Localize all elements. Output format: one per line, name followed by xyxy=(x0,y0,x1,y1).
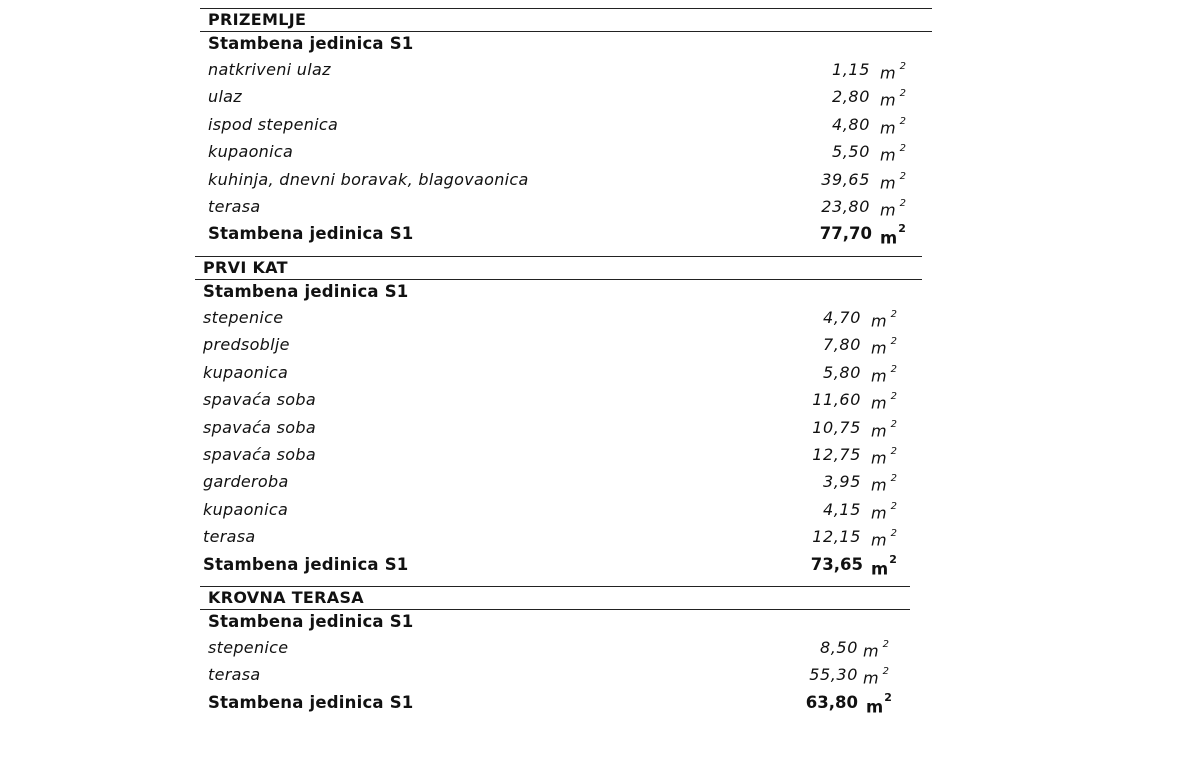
list-item xyxy=(195,331,922,358)
area-unit-exponent: 2 xyxy=(890,473,897,485)
area-unit xyxy=(871,386,897,416)
area-unit-exponent: 2 xyxy=(882,666,889,678)
area-unit xyxy=(880,166,906,196)
area-unit xyxy=(871,468,897,498)
area-unit xyxy=(871,359,897,389)
list-item xyxy=(195,523,922,550)
room-label: kupaonica xyxy=(208,142,294,162)
area-unit-base: m xyxy=(880,172,896,192)
area-unit-base: m xyxy=(871,420,887,440)
section-header-label: KROVNA TERASA xyxy=(208,588,364,607)
area-unit xyxy=(880,138,906,168)
area-unit-base: m xyxy=(880,90,896,110)
area-unit-exponent: 2 xyxy=(899,170,906,182)
area-unit-base: m xyxy=(871,448,887,468)
total-area-unit-exponent: 2 xyxy=(898,222,906,236)
total-area-unit xyxy=(866,689,892,721)
room-label: ispod stepenica xyxy=(208,114,339,134)
area-unit-exponent: 2 xyxy=(899,143,906,155)
room-area-value: 11,60 xyxy=(812,390,861,410)
unit-total-label: Stambena jedinica S1 xyxy=(203,554,409,574)
area-unit xyxy=(863,634,889,664)
room-area-value: 4,15 xyxy=(822,499,861,519)
area-unit xyxy=(863,661,889,691)
room-area-value: 8,50 xyxy=(819,638,858,657)
unit-title-label: Stambena jedinica S1 xyxy=(208,34,414,53)
area-unit-exponent: 2 xyxy=(890,445,897,457)
unit-title xyxy=(195,280,922,304)
room-label: predsoblje xyxy=(203,335,290,355)
list-item xyxy=(200,166,932,193)
total-area-unit-base: m xyxy=(871,559,889,579)
room-area-value: 23,80 xyxy=(821,196,870,216)
room-label: terasa xyxy=(208,665,261,685)
unit-title-label: Stambena jedinica S1 xyxy=(208,612,414,631)
list-item xyxy=(200,193,932,220)
unit-total-value: 63,80 xyxy=(805,692,858,712)
area-unit xyxy=(880,111,906,141)
area-unit-base: m xyxy=(880,63,896,83)
area-unit xyxy=(880,56,906,86)
total-area-unit-base: m xyxy=(866,697,884,717)
room-area-value: 55,30 xyxy=(809,665,858,685)
area-unit xyxy=(871,523,897,553)
area-unit xyxy=(871,331,897,361)
room-label: stepenice xyxy=(208,638,289,657)
unit-title-label: Stambena jedinica S1 xyxy=(203,282,409,301)
room-area-value: 3,95 xyxy=(822,472,861,492)
unit-total-row xyxy=(200,689,910,716)
area-unit-exponent: 2 xyxy=(899,61,906,72)
list-item xyxy=(200,83,932,110)
list-item xyxy=(200,138,932,165)
room-label: kuhinja, dnevni boravak, blagovaonica xyxy=(208,169,529,189)
area-unit-exponent: 2 xyxy=(890,418,897,430)
section-0 xyxy=(200,8,932,248)
total-area-unit xyxy=(871,551,897,583)
unit-total-row xyxy=(195,551,922,578)
area-unit-base: m xyxy=(871,530,887,550)
total-area-unit-exponent: 2 xyxy=(889,552,897,566)
room-area-value: 39,65 xyxy=(821,169,870,189)
section-2 xyxy=(200,586,910,716)
area-unit-base: m xyxy=(863,668,879,688)
room-area-value: 12,15 xyxy=(812,527,861,547)
room-label: spavaća soba xyxy=(203,390,316,410)
room-label: terasa xyxy=(203,527,256,547)
list-item xyxy=(195,359,922,386)
room-area-value: 4,70 xyxy=(822,308,861,327)
room-label: stepenice xyxy=(203,308,284,327)
area-unit-exponent: 2 xyxy=(890,391,897,403)
area-unit-exponent: 2 xyxy=(890,336,897,348)
room-area-value: 5,80 xyxy=(822,362,861,382)
area-unit-exponent: 2 xyxy=(890,500,897,512)
unit-title xyxy=(200,610,910,634)
room-area-value: 5,50 xyxy=(831,142,870,162)
area-unit-base: m xyxy=(871,311,887,331)
area-unit-base: m xyxy=(880,200,896,220)
total-area-unit-exponent: 2 xyxy=(884,690,892,704)
list-item xyxy=(195,468,922,495)
list-item xyxy=(195,441,922,468)
area-unit-base: m xyxy=(871,503,887,523)
section-1 xyxy=(195,256,922,578)
area-unit-exponent: 2 xyxy=(899,88,906,100)
area-unit xyxy=(871,496,897,526)
area-unit xyxy=(880,193,906,223)
area-unit-base: m xyxy=(880,145,896,165)
area-unit-base: m xyxy=(880,118,896,138)
unit-total-label: Stambena jedinica S1 xyxy=(208,692,414,712)
list-item xyxy=(195,496,922,523)
total-area-unit-base: m xyxy=(880,228,898,248)
area-unit-exponent: 2 xyxy=(882,639,889,650)
room-label: spavaća soba xyxy=(203,444,316,464)
area-unit-base: m xyxy=(871,475,887,495)
unit-total-value: 77,70 xyxy=(819,224,872,244)
area-unit-exponent: 2 xyxy=(899,115,906,127)
section-header-label: PRIZEMLJE xyxy=(208,10,307,29)
list-item xyxy=(200,634,910,661)
list-item xyxy=(200,111,932,138)
list-item xyxy=(195,386,922,413)
list-item xyxy=(200,661,910,688)
section-header xyxy=(200,9,932,31)
area-unit xyxy=(871,441,897,471)
room-label: natkriveni ulaz xyxy=(208,60,331,79)
area-unit-base: m xyxy=(871,366,887,386)
area-unit xyxy=(880,83,906,113)
area-unit xyxy=(871,304,897,334)
section-header xyxy=(195,257,922,279)
list-item xyxy=(195,304,922,331)
room-area-value: 2,80 xyxy=(831,87,870,107)
section-header xyxy=(200,587,910,609)
room-area-value: 10,75 xyxy=(812,417,861,437)
room-label: kupaonica xyxy=(203,499,289,519)
area-unit-base: m xyxy=(863,641,879,661)
area-unit-exponent: 2 xyxy=(899,197,906,209)
room-area-value: 12,75 xyxy=(812,444,861,464)
area-unit-exponent: 2 xyxy=(890,309,897,320)
room-label: garderoba xyxy=(203,472,289,492)
list-item xyxy=(195,414,922,441)
room-label: spavaća soba xyxy=(203,417,316,437)
area-unit-base: m xyxy=(871,338,887,358)
room-label: terasa xyxy=(208,196,261,216)
room-area-value: 1,15 xyxy=(831,60,870,79)
area-unit-exponent: 2 xyxy=(890,528,897,540)
section-header-label: PRVI KAT xyxy=(203,258,288,277)
unit-total-value: 73,65 xyxy=(810,554,863,574)
unit-title xyxy=(200,32,932,56)
room-area-value: 4,80 xyxy=(831,114,870,134)
room-label: ulaz xyxy=(208,87,242,107)
area-unit-base: m xyxy=(871,393,887,413)
unit-total-label: Stambena jedinica S1 xyxy=(208,224,414,244)
unit-total-row xyxy=(200,220,932,247)
total-area-unit xyxy=(880,220,906,252)
area-unit xyxy=(871,414,897,444)
area-unit-exponent: 2 xyxy=(890,363,897,375)
room-label: kupaonica xyxy=(203,362,289,382)
room-area-value: 7,80 xyxy=(822,335,861,355)
list-item xyxy=(200,56,932,83)
